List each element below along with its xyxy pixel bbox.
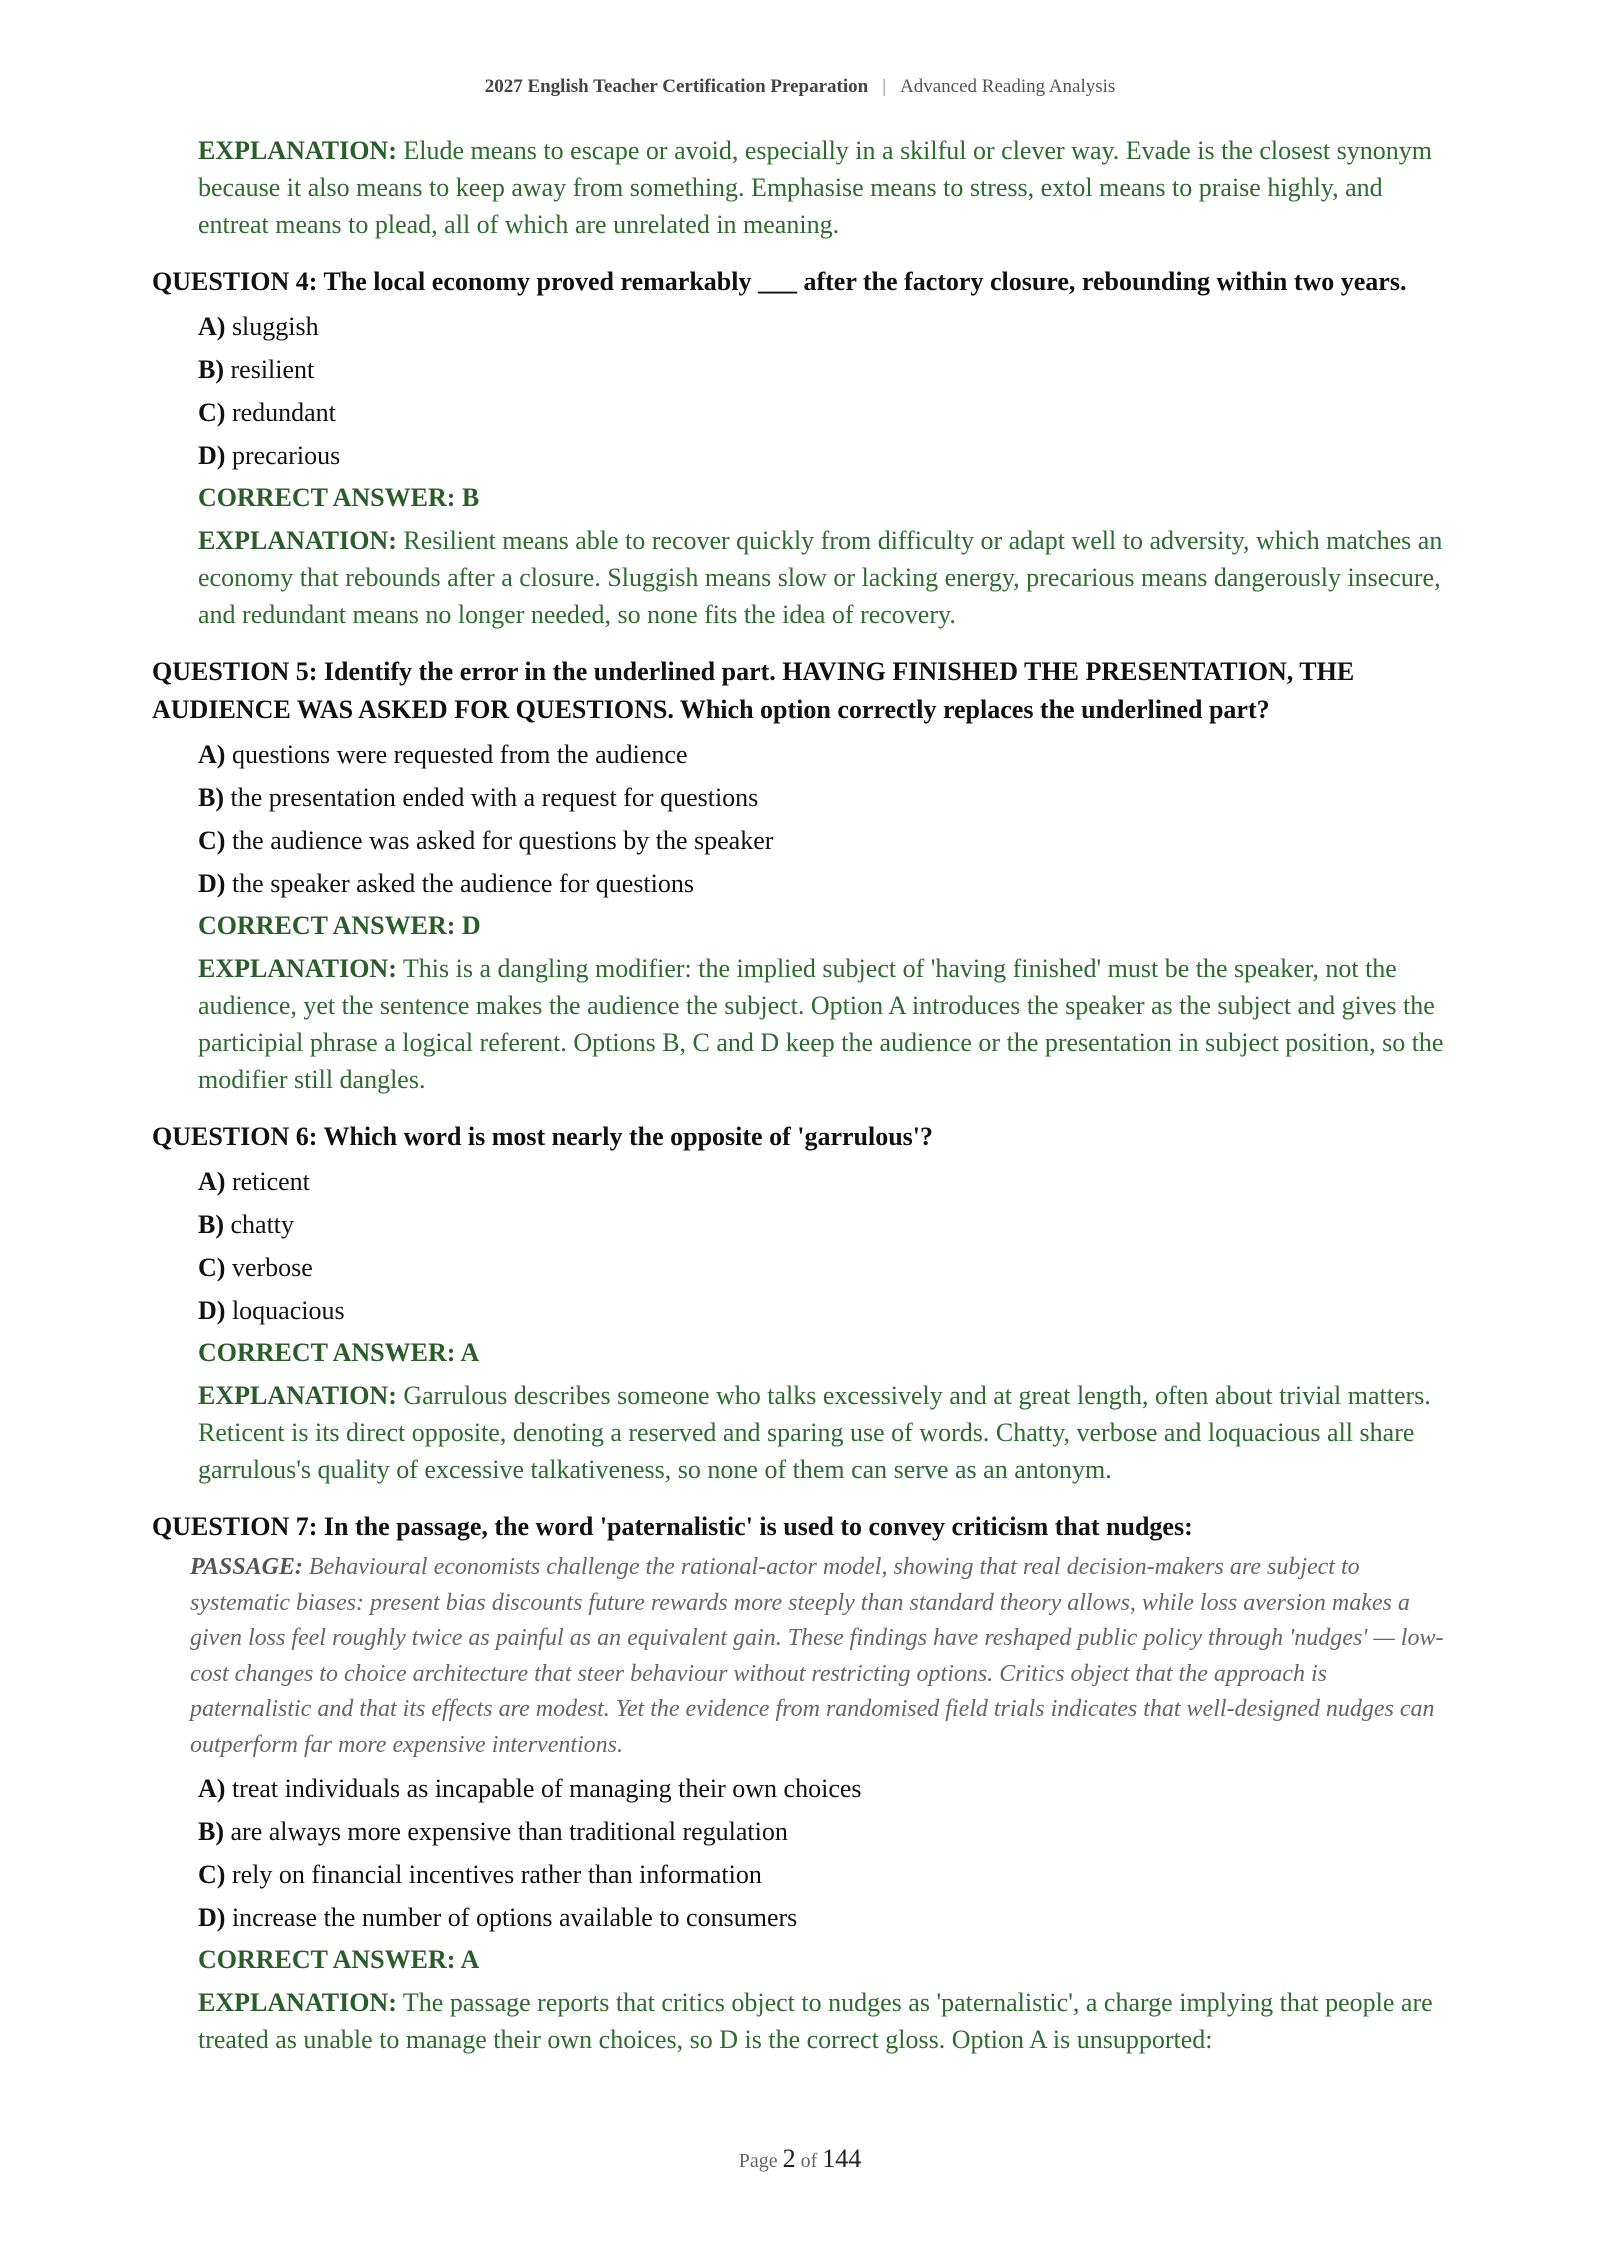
option-d <box>198 1896 1448 1939</box>
option-text: the presentation ended with a request for questions <box>230 783 759 812</box>
options-list <box>198 1767 1448 1939</box>
explanation <box>198 522 1448 633</box>
option-text: sluggish <box>231 312 319 341</box>
explanation-text: Resilient means able to recover quickly from difficulty or adapt well to adversity, which matches an economy that rebounds after a closure. Sluggish means slow or lacking energy, precarious means dangerously insecure, and redundant means no longer needed, so none fits the idea of recovery. <box>198 526 1443 629</box>
explanation <box>198 950 1448 1098</box>
explanation-text: Elude means to escape or avoid, especially in a skilful or clever way. Evade is the closest synonym because it also means to keep away from something. Emphasise means to stress, extol means to praise highly, and entreat means to plead, all of which are unrelated in meaning. <box>198 136 1432 239</box>
option-text: increase the number of options available to consumers <box>231 1903 798 1932</box>
option-b <box>198 1810 1448 1853</box>
option-letter: C) <box>198 826 226 855</box>
option-c <box>198 1853 1448 1896</box>
option-letter: B) <box>198 783 224 812</box>
option-letter: D) <box>198 869 226 898</box>
correct-answer: CORRECT ANSWER: A <box>198 1945 480 1974</box>
question-5 <box>152 653 1448 1098</box>
option-letter: D) <box>198 441 226 470</box>
page-word: Page <box>738 2150 778 2172</box>
carryover-explanation <box>198 132 1448 243</box>
option-text: rely on financial incentives rather than information <box>231 1860 762 1889</box>
option-letter: D) <box>198 1296 226 1325</box>
option-c <box>198 819 1448 862</box>
option-d <box>198 1289 1448 1332</box>
option-c <box>198 391 1448 434</box>
option-b <box>198 1203 1448 1246</box>
option-b <box>198 348 1448 391</box>
option-b <box>198 776 1448 819</box>
passage-label: PASSAGE: <box>190 1554 303 1580</box>
option-text: verbose <box>231 1253 313 1282</box>
explanation-label: EXPLANATION: <box>198 1988 397 2017</box>
document-title: 2027 English Teacher Certification Preparation <box>484 76 869 97</box>
option-letter: D) <box>198 1903 226 1932</box>
option-letter: B) <box>198 1817 224 1846</box>
option-text: treat individuals as incapable of managing their own choices <box>231 1774 862 1803</box>
reading-passage <box>190 1550 1448 1763</box>
options-list <box>198 305 1448 477</box>
options-list <box>198 1160 1448 1332</box>
option-text: loquacious <box>231 1296 345 1325</box>
option-letter: C) <box>198 398 226 427</box>
explanation <box>198 1984 1448 2058</box>
option-letter: B) <box>198 1210 224 1239</box>
passage-text: Behavioural economists challenge the rational-actor model, showing that real decision-makers are subject to systematic biases: present bias discounts future rewards more steeply than standard theory allows, while loss aversion makes a given loss feel roughly twice as painful as an equivalent gain. These findings have reshaped public policy through 'nudges' — low-cost changes to choice architecture that steer behaviour without restricting options. Critics object that the approach is paternalistic and that its effects are modest. Yet the evidence from randomised field trials indicates that well-designed nudges can outperform far more expensive interventions. <box>190 1554 1444 1758</box>
option-letter: C) <box>198 1860 226 1889</box>
option-text: questions were requested from the audience <box>231 740 688 769</box>
option-d <box>198 434 1448 477</box>
option-letter: B) <box>198 355 224 384</box>
explanation-text: Garrulous describes someone who talks excessively and at great length, often about trivial matters. Reticent is its direct opposite, denoting a reserved and sparing use of words. Chatty, verbose and loquacious all share garrulous's quality of excessive talkativeness, so none of them can serve as an antonym. <box>198 1381 1431 1484</box>
question-4 <box>152 263 1448 633</box>
option-text: resilient <box>230 355 315 384</box>
question-7 <box>152 1508 1448 2058</box>
question-stem: QUESTION 5: Identify the error in the underlined part. HAVING FINISHED THE PRESENTATION, THE AUDIENCE WAS ASKED FOR QUESTIONS. Which option correctly replaces the underlined part? <box>152 657 1355 724</box>
question-stem: QUESTION 7: In the passage, the word 'paternalistic' is used to convey criticism that nudges: <box>152 1512 1193 1541</box>
explanation <box>198 1377 1448 1488</box>
option-text: reticent <box>231 1167 310 1196</box>
current-page-number: 2 <box>782 2144 796 2173</box>
option-c <box>198 1246 1448 1289</box>
options-list <box>198 733 1448 905</box>
option-a <box>198 733 1448 776</box>
explanation-label: EXPLANATION: <box>198 954 397 983</box>
of-word: of <box>800 2150 818 2172</box>
explanation-label: EXPLANATION: <box>198 526 397 555</box>
page-header <box>0 76 1600 98</box>
document-subtitle: Advanced Reading Analysis <box>900 76 1116 97</box>
total-page-count: 144 <box>822 2144 862 2173</box>
option-text: are always more expensive than traditional regulation <box>230 1817 788 1846</box>
option-letter: A) <box>198 1774 226 1803</box>
option-a <box>198 1160 1448 1203</box>
option-d <box>198 862 1448 905</box>
explanation-text: This is a dangling modifier: the implied subject of 'having finished' must be the speaker, not the audience, yet the sentence makes the audience the subject. Option A introduces the speaker as the subject and gives the participial phrase a logical referent. Options B, C and D keep the audience or the presentation in subject position, so the modifier still dangles. <box>198 954 1444 1094</box>
correct-answer: CORRECT ANSWER: A <box>198 1338 480 1367</box>
option-letter: A) <box>198 740 226 769</box>
option-letter: C) <box>198 1253 226 1282</box>
question-6 <box>152 1118 1448 1488</box>
option-text: the speaker asked the audience for questions <box>231 869 694 898</box>
option-text: precarious <box>231 441 341 470</box>
explanation-label: EXPLANATION: <box>198 1381 397 1410</box>
option-text: the audience was asked for questions by the speaker <box>231 826 774 855</box>
correct-answer: CORRECT ANSWER: D <box>198 911 481 940</box>
header-separator: | <box>882 76 887 97</box>
explanation-label: EXPLANATION: <box>198 136 397 165</box>
option-letter: A) <box>198 1167 226 1196</box>
question-stem: QUESTION 4: The local economy proved remarkably ___ after the factory closure, rebounding within two years. <box>152 267 1407 296</box>
correct-answer: CORRECT ANSWER: B <box>198 483 480 512</box>
option-a <box>198 1767 1448 1810</box>
page-footer <box>0 2144 1600 2174</box>
question-stem: QUESTION 6: Which word is most nearly the opposite of 'garrulous'? <box>152 1122 934 1151</box>
option-letter: A) <box>198 312 226 341</box>
option-text: chatty <box>230 1210 295 1239</box>
option-text: redundant <box>231 398 336 427</box>
explanation-text: The passage reports that critics object to nudges as 'paternalistic', a charge implying that people are treated as unable to manage their own choices, so D is the correct gloss. Option A is unsupported: <box>198 1988 1433 2054</box>
option-a <box>198 305 1448 348</box>
page-content <box>152 132 1448 2058</box>
